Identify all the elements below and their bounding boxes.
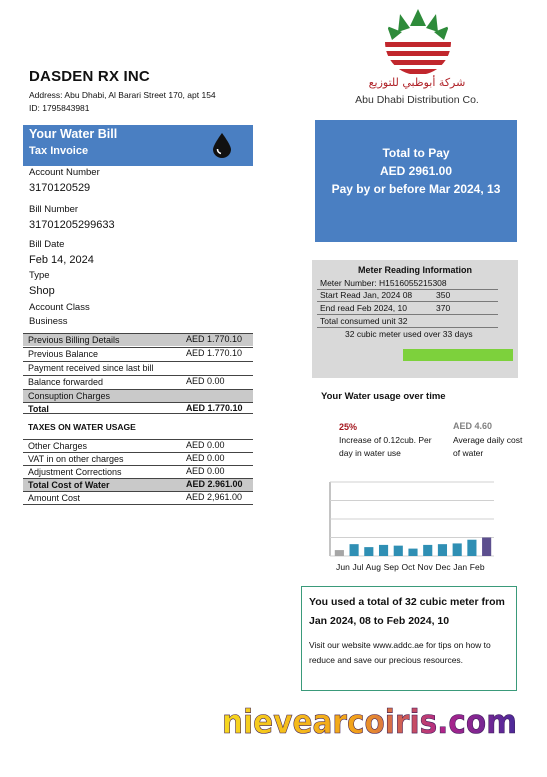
row-value: AED 0.00 bbox=[186, 440, 225, 450]
bill-date-label: Bill Date bbox=[29, 239, 65, 250]
chart-bar bbox=[335, 550, 344, 556]
usage-increase-percent: 25% bbox=[339, 422, 358, 432]
row-value: AED 2,961.00 bbox=[186, 492, 243, 502]
table-row bbox=[23, 361, 253, 374]
account-class-value: Business bbox=[29, 316, 68, 327]
usage-summary-box bbox=[301, 586, 517, 691]
chart-bar bbox=[438, 544, 447, 556]
chart-bar bbox=[394, 546, 403, 556]
logo-english-text: Abu Dhabi Distribution Co. bbox=[355, 94, 479, 106]
row-value: AED 1.770.10 bbox=[186, 403, 243, 413]
due-date: Pay by or before Mar 2024, 13 bbox=[331, 182, 501, 196]
month-label: Feb bbox=[469, 562, 485, 572]
end-read-row bbox=[317, 303, 498, 315]
chart-bar bbox=[453, 543, 462, 556]
company-address: Address: Abu Dhabi, Al Barari Street 170, apt 154 bbox=[29, 90, 216, 100]
usage-level-bar bbox=[403, 349, 513, 361]
account-class-label: Account Class bbox=[29, 302, 90, 313]
row-label: Payment received since last bill bbox=[28, 363, 154, 373]
chart-bar bbox=[408, 549, 417, 556]
consumed-units: Total consumed unit 32 bbox=[320, 316, 408, 326]
meter-title: Meter Reading Information bbox=[357, 265, 472, 275]
total-to-pay-box bbox=[315, 120, 517, 242]
row-label: VAT in on other charges bbox=[28, 454, 124, 464]
row-value: AED 0.00 bbox=[186, 453, 225, 463]
month-label: Jan bbox=[453, 562, 468, 572]
chart-month-labels bbox=[336, 562, 485, 572]
chart-bar bbox=[379, 545, 388, 556]
start-read-label: Start Read Jan, 2024 08 bbox=[320, 290, 413, 300]
taxes-title: TAXES ON WATER USAGE bbox=[28, 422, 136, 432]
total-to-pay-label: Total to Pay bbox=[382, 146, 450, 160]
table-row bbox=[23, 439, 253, 452]
table-row bbox=[23, 452, 253, 465]
type-value: Shop bbox=[29, 285, 55, 297]
table-row bbox=[23, 478, 253, 491]
billing-table bbox=[23, 333, 253, 413]
chart-bar bbox=[482, 538, 491, 557]
month-label: Jun bbox=[336, 562, 351, 572]
row-label: Previous Balance bbox=[28, 349, 99, 359]
account-number-label: Account Number bbox=[29, 167, 100, 178]
row-value: AED 1.770.10 bbox=[186, 334, 243, 344]
usage-bar-chart bbox=[326, 478, 496, 560]
row-value: AED 0.00 bbox=[186, 376, 225, 386]
end-read-label: End read Feb 2024, 10 bbox=[320, 303, 407, 313]
table-row bbox=[23, 491, 253, 505]
month-label: Oct bbox=[401, 562, 415, 572]
chart-bar bbox=[364, 547, 373, 556]
table-row bbox=[23, 465, 253, 478]
table-row bbox=[23, 333, 253, 346]
row-label: Other Charges bbox=[28, 441, 88, 451]
watermark bbox=[222, 700, 522, 750]
month-label: Sep bbox=[383, 562, 399, 572]
chart-bar bbox=[423, 545, 432, 556]
logo-arabic-text: شركة أبوظبي للتوزيع bbox=[368, 76, 466, 89]
bill-header bbox=[23, 125, 253, 166]
row-label: Amount Cost bbox=[28, 493, 81, 503]
start-read-value: 350 bbox=[436, 290, 451, 300]
summary-headline: You used a total of 32 cubic meter from Jan 2024, 08 to Feb 2024, 10 bbox=[309, 596, 505, 627]
usage-increase-desc: Increase of 0.12cub. Per day in water use bbox=[339, 435, 432, 458]
row-value: AED 1.770.10 bbox=[186, 348, 243, 358]
month-label: Nov bbox=[417, 562, 433, 572]
watermark-text: nievearcoiris.com bbox=[222, 702, 517, 741]
bill-date: Feb 14, 2024 bbox=[29, 254, 94, 266]
taxes-section-header bbox=[23, 413, 253, 439]
bill-number: 31701205299633 bbox=[29, 219, 115, 231]
usage-title: Your Water usage over time bbox=[321, 391, 446, 402]
average-daily-cost: AED 4.60 bbox=[453, 421, 493, 431]
row-label: Total bbox=[28, 404, 49, 414]
meter-number-row bbox=[317, 278, 498, 290]
month-label: Dec bbox=[435, 562, 451, 572]
row-value: AED 2.961.00 bbox=[186, 479, 243, 489]
end-read-value: 370 bbox=[436, 303, 451, 313]
average-daily-cost-desc: Average daily cost of water bbox=[453, 435, 523, 458]
bill-number-label: Bill Number bbox=[29, 204, 79, 215]
usage-note: 32 cubic meter used over 33 days bbox=[345, 329, 473, 339]
meter-number: Meter Number: H1516055215308 bbox=[320, 278, 447, 288]
row-label: Balance forwarded bbox=[28, 377, 104, 387]
row-value: AED 0.00 bbox=[186, 466, 225, 476]
month-label: Jul bbox=[352, 562, 364, 572]
type-label: Type bbox=[29, 270, 50, 281]
tax-table bbox=[23, 439, 253, 505]
row-label: Previous Billing Details bbox=[28, 335, 120, 345]
month-label: Aug bbox=[365, 562, 382, 572]
start-read-row bbox=[317, 290, 498, 302]
row-label: Total Cost of Water bbox=[28, 480, 110, 490]
meter-reading-panel bbox=[312, 260, 518, 378]
bill-subtitle: Tax Invoice bbox=[29, 145, 89, 157]
company-name: DASDEN RX INC bbox=[29, 68, 150, 85]
row-label: Adjustment Corrections bbox=[28, 467, 122, 477]
table-row bbox=[23, 389, 253, 402]
company-id: ID: 1795843981 bbox=[29, 103, 90, 113]
water-drop-icon bbox=[211, 132, 233, 158]
consumed-row bbox=[317, 316, 498, 328]
summary-body: Visit our website www.addc.ae for tips on how to reduce and save our precious resources. bbox=[309, 640, 491, 665]
company-address-block bbox=[29, 89, 216, 115]
total-amount: AED 2961.00 bbox=[379, 164, 453, 178]
chart-bar bbox=[350, 544, 359, 556]
chart-bar bbox=[467, 540, 476, 556]
bill-title: Your Water Bill bbox=[29, 127, 118, 141]
account-number: 3170120529 bbox=[29, 182, 91, 194]
table-row bbox=[23, 375, 253, 388]
table-row bbox=[23, 347, 253, 360]
row-label: Consuption Charges bbox=[28, 391, 111, 401]
